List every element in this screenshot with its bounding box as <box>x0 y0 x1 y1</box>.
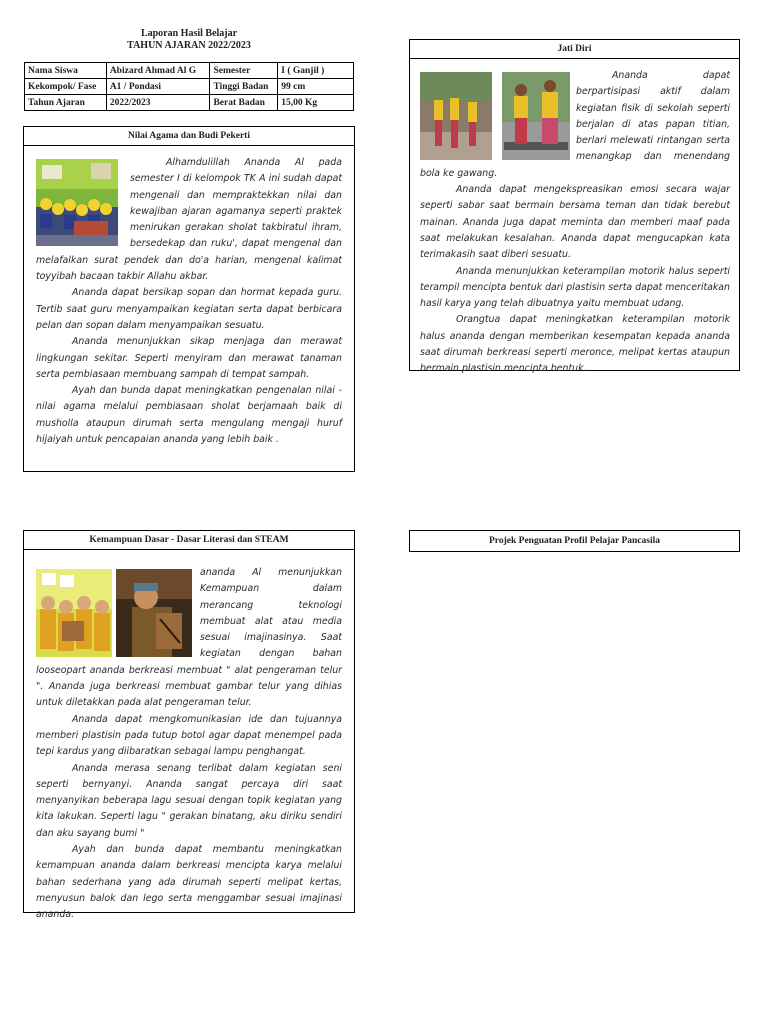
projek-title: Projek Penguatan Profil Pelajar Pancasila <box>489 536 660 546</box>
jati-diri-content <box>420 68 730 378</box>
jati-diri-paragraph: Orangtua dapat meningkatkan keterampilan motorik halus ananda dengan memberikan kesempatan kepada ananda saat dirumah berkreasi seperti meronce, melipat kertas ataupun bermain plastisin mencipta bentuk.. <box>420 314 730 375</box>
physical-activity-photos <box>420 72 570 160</box>
jati-diri-paragraph: Ananda dapat berpartisipasi aktif dalam kegiatan fisik di sekolah seperti berjalan di atas papan titian, berlari melewati rintangan serta menangkap dan menendang bola ke gawang. <box>420 70 730 179</box>
report-subtitle: TAHUN AJARAN 2022/2023 <box>127 40 251 51</box>
report-title: Laporan Hasil Belajar <box>140 28 238 39</box>
jati-diri-section <box>409 39 740 375</box>
agama-paragraph: Alhamdulillah Ananda Al pada semester I di kelompok TK A ini sudah dapat mengenali dan mempraktekkan nilai dan kewajiban ajaran agamanya seperti praktek menirukan gerakan sholat takbiratul ihram, bersedekap dan ruku', dapat mengenal dan melafalkan surat pendek dan do'a harian, mengenal kalimat toyyibah bacaan takbir Allahu akbar. <box>36 157 342 283</box>
info-label: Tahun Ajaran <box>25 95 107 111</box>
info-value: 15,00 Kg <box>278 95 354 111</box>
steam-paragraph: ananda Al menunjukkan Kemampuan dalam merancang teknologi membuat alat atau media sesuai imajinasinya. Saat kegiatan dengan bahan looseopart ananda berkreasi membuat " alat pengeraman telur ". Ananda juga berkreasi membuat gambar telur yang dihias untuk diletakkan pada alat pengeraman telur. <box>36 567 342 709</box>
info-label: Nama Siswa <box>25 63 107 79</box>
info-value: I ( Ganjil ) <box>278 63 354 79</box>
jati-diri-paragraph: Ananda dapat mengekspreasikan emosi secara wajar seperti sabar saat bermain bersama teman dan tidak berebut mainan. Ananda juga dapat meminta dan memberi maaf pada saat melakukan kesalahan. Ananda dapat mengucapkan kata terimakasih saat diberi sesuatu. <box>420 184 730 261</box>
agama-paragraph: Ananda dapat bersikap sopan dan hormat kepada guru. Tertib saat guru menyampaikan kegiatan serta dapat berbicara pelan dan sopan dalam menyampaikan sesuatu. <box>36 287 342 331</box>
info-label: Berat Badan <box>210 95 278 111</box>
agama-section <box>23 126 355 472</box>
student-info-table <box>24 62 354 111</box>
jati-diri-title: Jati Diri <box>410 40 739 59</box>
steam-paragraph: Ananda merasa senang terlibat dalam kegiatan seni seperti bernyanyi. Ananda sangat percaya diri saat menyanyikan beberapa lagu sesuai dengan topik kegiatan yang kita lakukan. Seperti lagu " gerakan binatang, aku diriku sendiri dan aku sayang bumi " <box>36 762 342 839</box>
steam-content <box>36 565 342 924</box>
agama-title: Nilai Agama dan Budi Pekerti <box>24 127 354 146</box>
info-value: A1 / Pondasi <box>106 79 210 95</box>
table-row <box>25 79 354 95</box>
steam-title: Kemampuan Dasar - Dasar Literasi dan STEAM <box>24 531 354 550</box>
agama-paragraph: Ananda menunjukkan sikap menjaga dan merawat lingkungan sekitar. Seperti menyiram dan merawat tanaman serta pembiasaan membuang sampah di tempat sampah. <box>36 336 342 380</box>
steam-activity-photos <box>36 569 192 657</box>
agama-content <box>36 155 342 448</box>
report-header <box>24 28 354 52</box>
table-row <box>25 63 354 79</box>
info-value: Abizard Ahmad Al G <box>106 63 210 79</box>
info-label: Kekompok/ Fase <box>25 79 107 95</box>
table-row <box>25 95 354 111</box>
info-label: Tinggi Badan <box>210 79 278 95</box>
steam-section <box>23 530 355 921</box>
info-value: 99 cm <box>278 79 354 95</box>
jati-diri-paragraph: Ananda menunjukkan keterampilan motorik halus seperti terampil mencipta bentuk dari plastisin serta dapat menceritakan hasil karya yang telah dibuatnya yaitu membuat udang. <box>420 265 730 310</box>
agama-paragraph: Ayah dan bunda dapat meningkatkan pengenalan nilai - nilai agama melalui pembiasaan sholat berjamaah baik di musholla ataupun dirumah serta mengulang mengaji huruf hijaiyah untuk pencapaian ananda yang lebih baik . <box>36 385 342 446</box>
projek-section <box>409 530 740 552</box>
prayer-class-photo <box>36 159 118 246</box>
steam-paragraph: Ananda dapat mengkomunikasian ide dan tujuannya memberi plastisin pada tutup botol agar dapat menempel pada tepi kardus yang diibaratkan sebagai lampu penghangat. <box>36 713 342 758</box>
info-label: Semester <box>210 63 278 79</box>
info-value: 2022/2023 <box>106 95 210 111</box>
steam-paragraph: Ayah dan bunda dapat membantu meningkatkan kemampuan ananda dalam berkreasi mencipta karya melalui bahan sederhana yang ada dirumah seperti melipat kertas, menyusun balok dan lego serta menggambar sesuai imajinasi ananda. <box>36 844 342 921</box>
